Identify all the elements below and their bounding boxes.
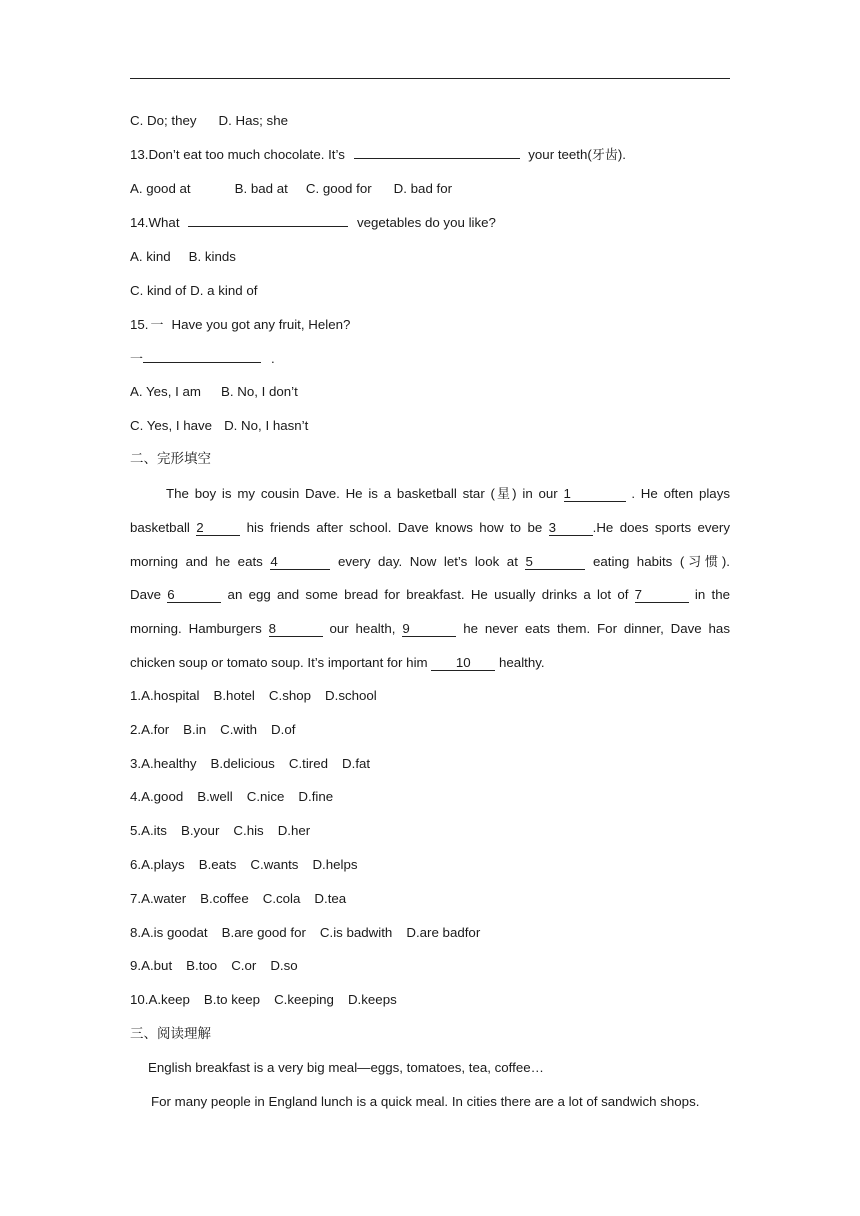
cloze-option-row [130,957,730,975]
q15-blank[interactable] [143,362,261,363]
q15-dash: 一 [150,318,164,333]
cloze-blank-2[interactable]: 2 [196,520,240,536]
q15-question: Have you got any fruit, Helen? [171,317,351,332]
cloze-option: D.fat [342,755,371,771]
q14-option-a: A. kind [130,249,171,264]
cloze-option: D.school [325,688,377,703]
cloze-text: ). [721,554,730,569]
cloze-option: C.shop [268,688,312,703]
q14-prefix: 14.What [130,215,180,230]
cloze-option: C.with [220,721,258,737]
cloze-option: B.to keep [203,992,261,1008]
cloze-option: B.hotel [213,688,255,703]
cloze-option: C.nice [246,789,285,805]
cloze-option: 9.A.but [130,958,173,974]
cloze-option: D.tea [314,890,347,906]
cloze-option: B.eats [198,857,237,872]
cloze-line-6 [130,654,730,672]
cloze-option: 3.A.healthy [130,755,197,771]
cloze-text: his friends after school. Dave knows how to be [246,520,543,535]
cloze-option: C.tired [288,755,329,771]
q13-end: ). [617,147,626,162]
cloze-option-row [130,822,730,840]
cloze-option-row [130,924,730,942]
cloze-text: in the [694,587,730,602]
cloze-option: 8.A.is goodat [130,924,208,940]
cloze-option: 6.A.plays [130,857,185,872]
cloze-option: D.are badfor [406,924,481,940]
cloze-blank-6[interactable]: 6 [167,587,221,603]
cloze-blank-1[interactable]: 1 [564,486,626,502]
q14-options-line-1 [130,248,730,266]
cloze-option: C.is badwith [319,924,393,940]
cloze-option: B.delicious [210,755,275,771]
cloze-option: B.are good for [221,924,306,940]
cloze-blank-8[interactable]: 8 [269,621,323,637]
cloze-text: chicken soup or tomato soup. It’s important for him [130,655,428,670]
q12-option-c: C. Do; they [130,113,197,128]
header-rule [130,78,730,79]
question-15 [130,316,730,335]
cloze-line-2 [130,519,730,537]
q14-suffix: vegetables do you like? [356,215,496,230]
cloze-text: ) in our [512,486,558,501]
cloze-option: B.coffee [200,890,249,906]
cloze-text: an egg and some bread for breakfast. He usually drinks a lot of [227,587,629,602]
cloze-text: . He often plays [631,486,730,501]
cloze-line-4 [130,586,730,604]
cloze-option-row [130,721,730,739]
q14-option-d: D. a kind of [190,283,258,298]
q15-answer-end: . [271,351,275,366]
cloze-option-row [130,755,730,773]
cloze-text: morning. Hamburgers [130,621,262,636]
q13-blank[interactable] [354,158,520,159]
section-3-heading: 三、阅读理解 [130,1026,211,1042]
cloze-option-row [130,890,730,908]
q14-option-c: C. kind of [130,283,187,298]
cloze-option: C.keeping [274,992,334,1008]
cloze-cn: 星 [494,487,513,502]
cloze-option: B.in [183,721,207,737]
cloze-text: eating habits ( [593,554,685,569]
cloze-option: D.fine [298,789,334,805]
cloze-text: he never eats them. For dinner, Dave has [463,621,730,636]
q13-option-a: A. good at [130,181,191,196]
cloze-text: .He does sports every [592,520,730,535]
cloze-option-row [130,856,730,874]
cloze-option: C.cola [262,890,301,906]
cloze-option: D.of [271,721,296,737]
cloze-text: healthy. [499,655,545,670]
q15-options-line-2 [130,417,730,435]
cloze-blank-5[interactable]: 5 [525,554,585,570]
q15-option-a: A. Yes, I am [130,384,201,399]
cloze-blank-3[interactable]: 3 [549,520,593,536]
q12-options-line [130,112,730,130]
cloze-option-row [130,991,730,1009]
cloze-option: B.your [180,823,220,839]
cloze-blank-7[interactable]: 7 [635,587,689,603]
cloze-option-row [130,687,730,705]
q15-option-d: D. No, I hasn’t [224,418,309,433]
cloze-option: 10.A.keep [130,992,190,1008]
cloze-option: C.or [231,958,257,974]
q13-option-d: D. bad for [393,181,453,196]
cloze-option-row [130,788,730,806]
q14-blank[interactable] [188,226,348,227]
cloze-cn: 习惯 [684,555,722,570]
q14-option-b: B. kinds [188,249,236,264]
cloze-line-5 [130,620,730,638]
cloze-option: 4.A.good [130,789,184,805]
cloze-option: D.helps [312,857,358,872]
cloze-text: basketball [130,520,190,535]
cloze-option: B.too [186,958,218,974]
cloze-blank-9[interactable]: 9 [402,621,456,637]
q15-option-b: B. No, I don’t [220,384,298,399]
q12-option-d: D. Has; she [218,113,288,128]
cloze-option: D.keeps [347,992,397,1008]
cloze-option: 5.A.its [130,823,167,839]
q13-options-line [130,180,730,198]
cloze-option: 7.A.water [130,890,187,906]
q13-option-b: B. bad at [234,181,288,196]
cloze-text: our health, [329,621,396,636]
q13-cn: 牙齿 [591,148,618,163]
q15-answer-line [130,350,730,369]
reading-paragraph-1: English breakfast is a very big meal—eggs, tomatoes, tea, coffee… [148,1060,544,1075]
cloze-blank-10[interactable]: 10 [431,655,495,671]
cloze-line-3 [130,553,730,572]
question-14 [130,214,730,232]
q13-prefix: 13.Don’t eat too much chocolate. It’s [130,147,345,162]
cloze-text: morning and he eats [130,554,263,569]
cloze-option: C.his [233,823,264,839]
section-2-heading: 二、完形填空 [130,451,211,467]
cloze-line-1 [166,485,730,504]
cloze-text: Dave [130,587,162,602]
cloze-text: every day. Now let’s look at [337,554,518,569]
question-13 [130,146,730,165]
q15-options-line-1 [130,383,730,401]
reading-paragraph-2: For many people in England lunch is a quick meal. In cities there are a lot of sandwich shops. [151,1094,700,1109]
cloze-option: D.her [277,823,311,839]
q13-suffix: your teeth( [528,147,592,162]
cloze-option: 1.A.hospital [130,688,200,703]
cloze-blank-4[interactable]: 4 [270,554,330,570]
cloze-text: The boy is my cousin Dave. He is a basketball star ( [166,486,495,501]
q14-options-line-2 [130,282,730,300]
cloze-option: B.well [197,789,233,805]
q15-answer-dash: 一 [130,352,144,367]
cloze-option: 2.A.for [130,721,170,737]
cloze-option: D.so [270,958,298,974]
cloze-option: C.wants [250,857,299,872]
q13-option-c: C. good for [305,181,372,196]
q15-prefix: 15. [130,317,149,332]
q15-option-c: C. Yes, I have [130,418,213,433]
